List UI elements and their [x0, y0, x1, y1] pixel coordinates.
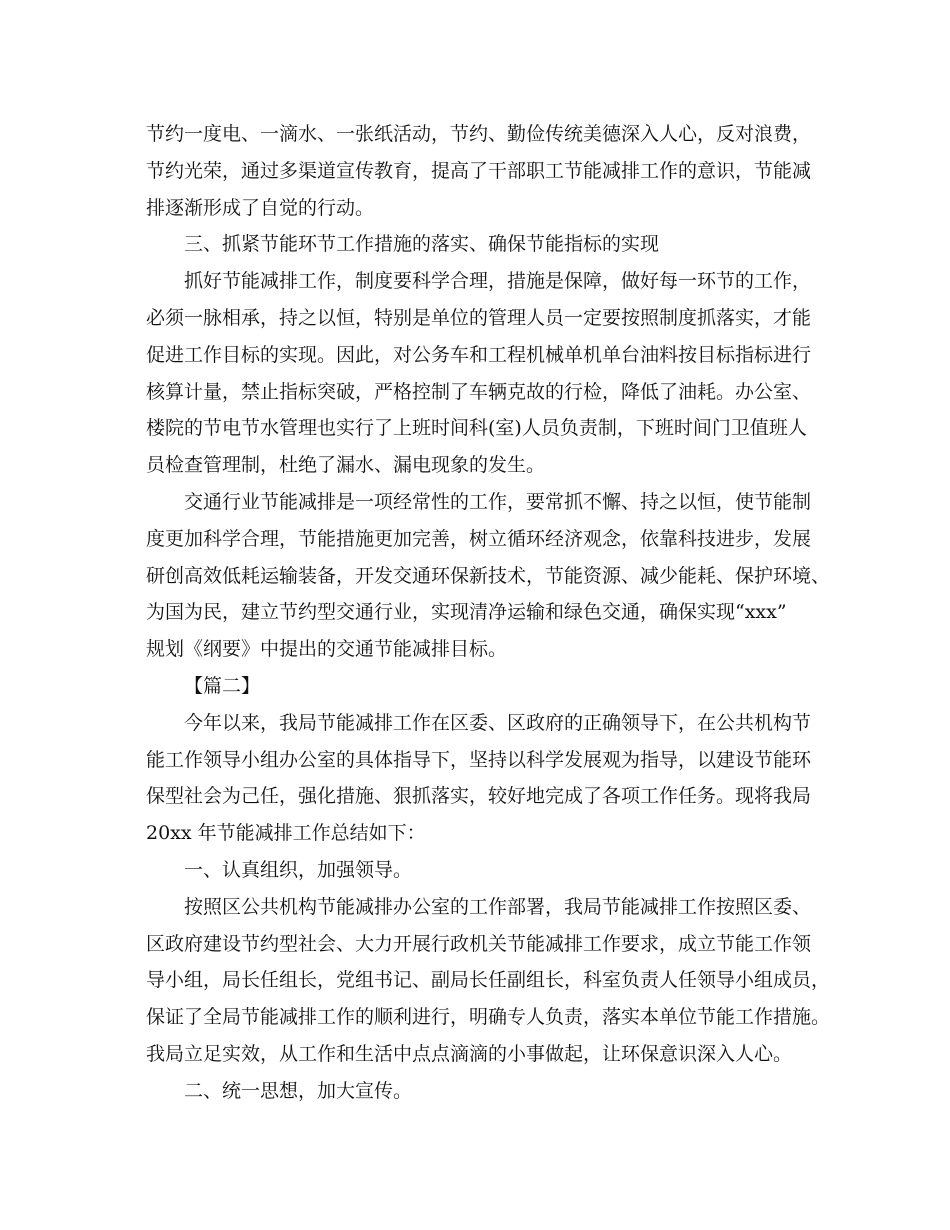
text-line: 一、认真组织，加强领导。	[184, 858, 413, 881]
text-line: 必须一脉相承，持之以恒，特别是单位的管理人员一定要按照制度抓落实，才能	[146, 306, 812, 329]
text-line: 促进工作目标的实现。因此，对公务车和工程机械单机单台油料按目标指标进行	[146, 343, 812, 366]
text-line: 保证了全局节能减排工作的顺利进行，明确专人负责，落实本单位节能工作措施。	[146, 1006, 831, 1029]
document-body	[146, 116, 831, 1110]
text-line: 按照区公共机构节能减排办公室的工作部署，我局节能减排工作按照区委、	[184, 895, 812, 918]
text-line: 导小组，局长任组长，党组书记、副局长任副组长，科室负责人任领导小组成员，	[146, 969, 831, 992]
text-line: 规划《纲要》中提出的交通节能减排目标。	[146, 638, 508, 661]
text-line: 度更加科学合理，节能措施更加完善，树立循环经济观念，依靠科技进步，发展	[146, 527, 812, 550]
text-line: 抓好节能减排工作，制度要科学合理，措施是保障，做好每一环节的工作，	[184, 270, 812, 293]
text-line: 员检查管理制，杜绝了漏水、漏电现象的发生。	[146, 454, 546, 477]
text-line: 我局立足实效，从工作和生活中点点滴滴的小事做起，让环保意识深入人心。	[146, 1042, 793, 1065]
text-line: 楼院的节电节水管理也实行了上班时间科(室)人员负责制，下班时间门卫值班人	[146, 417, 807, 440]
text-line: 二、统一思想，加大宣传。	[184, 1079, 413, 1102]
text-line: 【篇二】	[184, 674, 261, 697]
text-line: 20xx 年节能减排工作总结如下：	[146, 822, 426, 845]
text-line: 能工作领导小组办公室的具体指导下，坚持以科学发展观为指导，以建设节能环	[146, 748, 812, 771]
text-line: 今年以来，我局节能减排工作在区委、区政府的正确领导下，在公共机构节	[184, 711, 812, 734]
text-line: 保型社会为己任，强化措施、狠抓落实，较好地完成了各项工作任务。现将我局	[146, 785, 812, 808]
text-line: 为国为民，建立节约型交通行业，实现清净运输和绿色交通，确保实现“xxx”	[146, 601, 787, 624]
text-line: 核算计量，禁止指标突破，严格控制了车辆克故的行检，降低了油耗。办公室、	[146, 380, 812, 403]
text-line: 节约光荣，通过多渠道宣传教育，提高了干部职工节能减排工作的意识，节能减	[146, 159, 812, 182]
text-line: 节约一度电、一滴水、一张纸活动，节约、勤俭传统美德深入人心，反对浪费，	[146, 123, 812, 145]
text-line: 三、抓紧节能环节工作措施的落实、确保节能指标的实现	[184, 233, 660, 256]
text-line: 区政府建设节约型社会、大力开展行政机关节能减排工作要求，成立节能工作领	[146, 932, 812, 955]
text-line: 研创高效低耗运输装备，开发交通环保新技术，节能资源、减少能耗、保护环境、	[146, 564, 831, 587]
text-line: 排逐渐形成了自觉的行动。	[146, 196, 375, 219]
text-line: 交通行业节能减排是一项经常性的工作，要常抓不懈、持之以恒，使节能制	[184, 490, 812, 513]
